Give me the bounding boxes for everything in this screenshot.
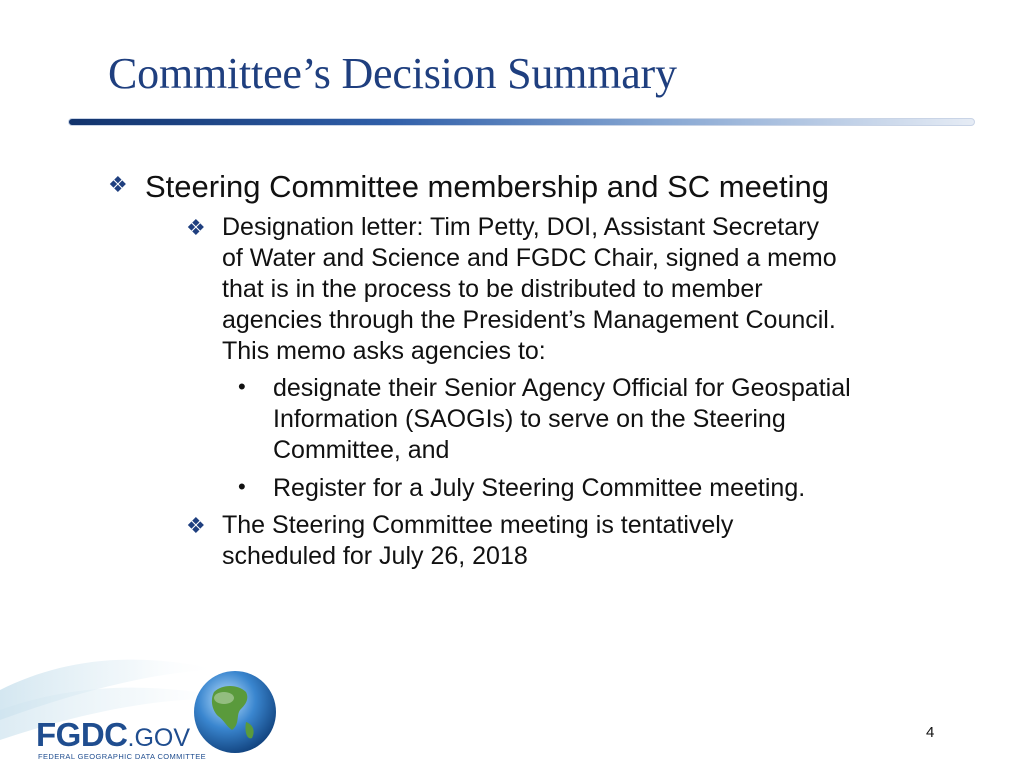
diamond-bullet-icon: ❖ xyxy=(186,215,206,240)
register-line: Register for a July Steering Committee meeting. xyxy=(273,474,806,502)
fgdc-logo xyxy=(36,716,190,754)
slide-title: Committee’s Decision Summary xyxy=(108,49,677,98)
bullet-steering-committee: Steering Committee membership and SC meeting xyxy=(145,169,830,204)
meeting-scheduled-line: scheduled for July 26, 2018 xyxy=(222,542,528,570)
diamond-bullet-icon: ❖ xyxy=(108,172,128,197)
diamond-bullet-icon: ❖ xyxy=(186,513,206,538)
designate-line: Committee, and xyxy=(273,436,450,464)
logo-suffix: .GOV xyxy=(127,724,191,752)
designation-letter-line: of Water and Science and FGDC Chair, signed a memo xyxy=(222,244,837,272)
logo-main: FGDC xyxy=(36,716,128,753)
page-number: 4 xyxy=(926,724,935,741)
designate-line: Information (SAOGIs) to serve on the Steering xyxy=(273,405,786,433)
dot-bullet-icon: • xyxy=(238,474,246,499)
designation-letter-line: This memo asks agencies to: xyxy=(222,337,546,365)
designate-line: designate their Senior Agency Official for Geospatial xyxy=(273,374,851,402)
designation-letter-line: that is in the process to be distributed to member xyxy=(222,275,763,303)
meeting-scheduled-line: The Steering Committee meeting is tentatively xyxy=(222,511,734,539)
globe-icon xyxy=(194,671,276,753)
dot-bullet-icon: • xyxy=(238,374,246,399)
designation-letter-line: agencies through the President’s Management Council. xyxy=(222,306,836,334)
logo-subtitle: FEDERAL GEOGRAPHIC DATA COMMITTEE xyxy=(38,752,207,761)
designation-letter-line: Designation letter: Tim Petty, DOI, Assistant Secretary xyxy=(222,213,819,241)
